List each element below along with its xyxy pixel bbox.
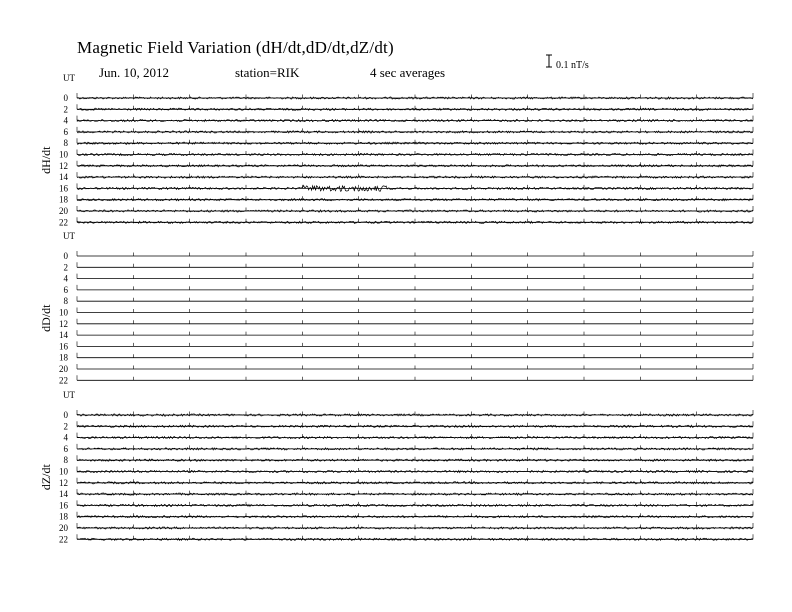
row-label: 4: [63, 273, 68, 284]
row-label: 22: [59, 534, 68, 545]
row-label: 0: [63, 410, 68, 420]
row-label: 22: [59, 375, 68, 386]
row-label: 18: [59, 511, 68, 522]
ut-label-2: UT: [63, 390, 75, 400]
panel-ylabel-1: dD/dt: [39, 304, 53, 332]
row-label: 16: [59, 500, 68, 511]
ut-label-1: UT: [63, 231, 75, 241]
scale-bar-label: 0.1 nT/s: [556, 60, 589, 71]
station-label: station=RIK: [235, 65, 300, 80]
row-label: 20: [59, 206, 68, 216]
row-label: 0: [63, 93, 68, 103]
row-label: 14: [59, 172, 68, 183]
row-label: 22: [59, 217, 68, 228]
ut-label-0: UT: [63, 73, 75, 83]
row-label: 18: [59, 352, 68, 363]
row-label: 6: [63, 443, 68, 454]
chart-title: Magnetic Field Variation (dH/dt,dD/dt,dZ/dt): [77, 38, 394, 57]
row-label: 4: [63, 432, 68, 443]
row-label: 8: [63, 138, 68, 149]
row-label: 4: [63, 115, 68, 126]
row-label: 12: [59, 477, 68, 488]
row-label: 18: [59, 194, 68, 205]
row-label: 16: [59, 183, 68, 194]
row-label: 14: [59, 489, 68, 500]
row-label: 12: [59, 318, 68, 329]
row-label: 20: [59, 364, 68, 374]
row-label: 6: [63, 284, 68, 295]
row-label: 2: [63, 104, 68, 115]
row-label: 10: [59, 466, 68, 477]
row-label: 16: [59, 341, 68, 352]
panel-ylabel-0: dH/dt: [39, 146, 53, 174]
panel-ylabel-2: dZ/dt: [39, 464, 53, 491]
row-label: 8: [63, 296, 68, 307]
row-label: 2: [63, 421, 68, 432]
row-label: 8: [63, 455, 68, 466]
row-label: 0: [63, 251, 68, 261]
row-label: 2: [63, 262, 68, 273]
date-label: Jun. 10, 2012: [99, 65, 170, 80]
row-label: 12: [59, 160, 68, 171]
row-label: 6: [63, 126, 68, 137]
row-label: 10: [59, 307, 68, 318]
row-label: 20: [59, 523, 68, 533]
row-label: 14: [59, 330, 68, 341]
row-label: 10: [59, 149, 68, 160]
averaging-label: 4 sec averages: [370, 65, 446, 80]
